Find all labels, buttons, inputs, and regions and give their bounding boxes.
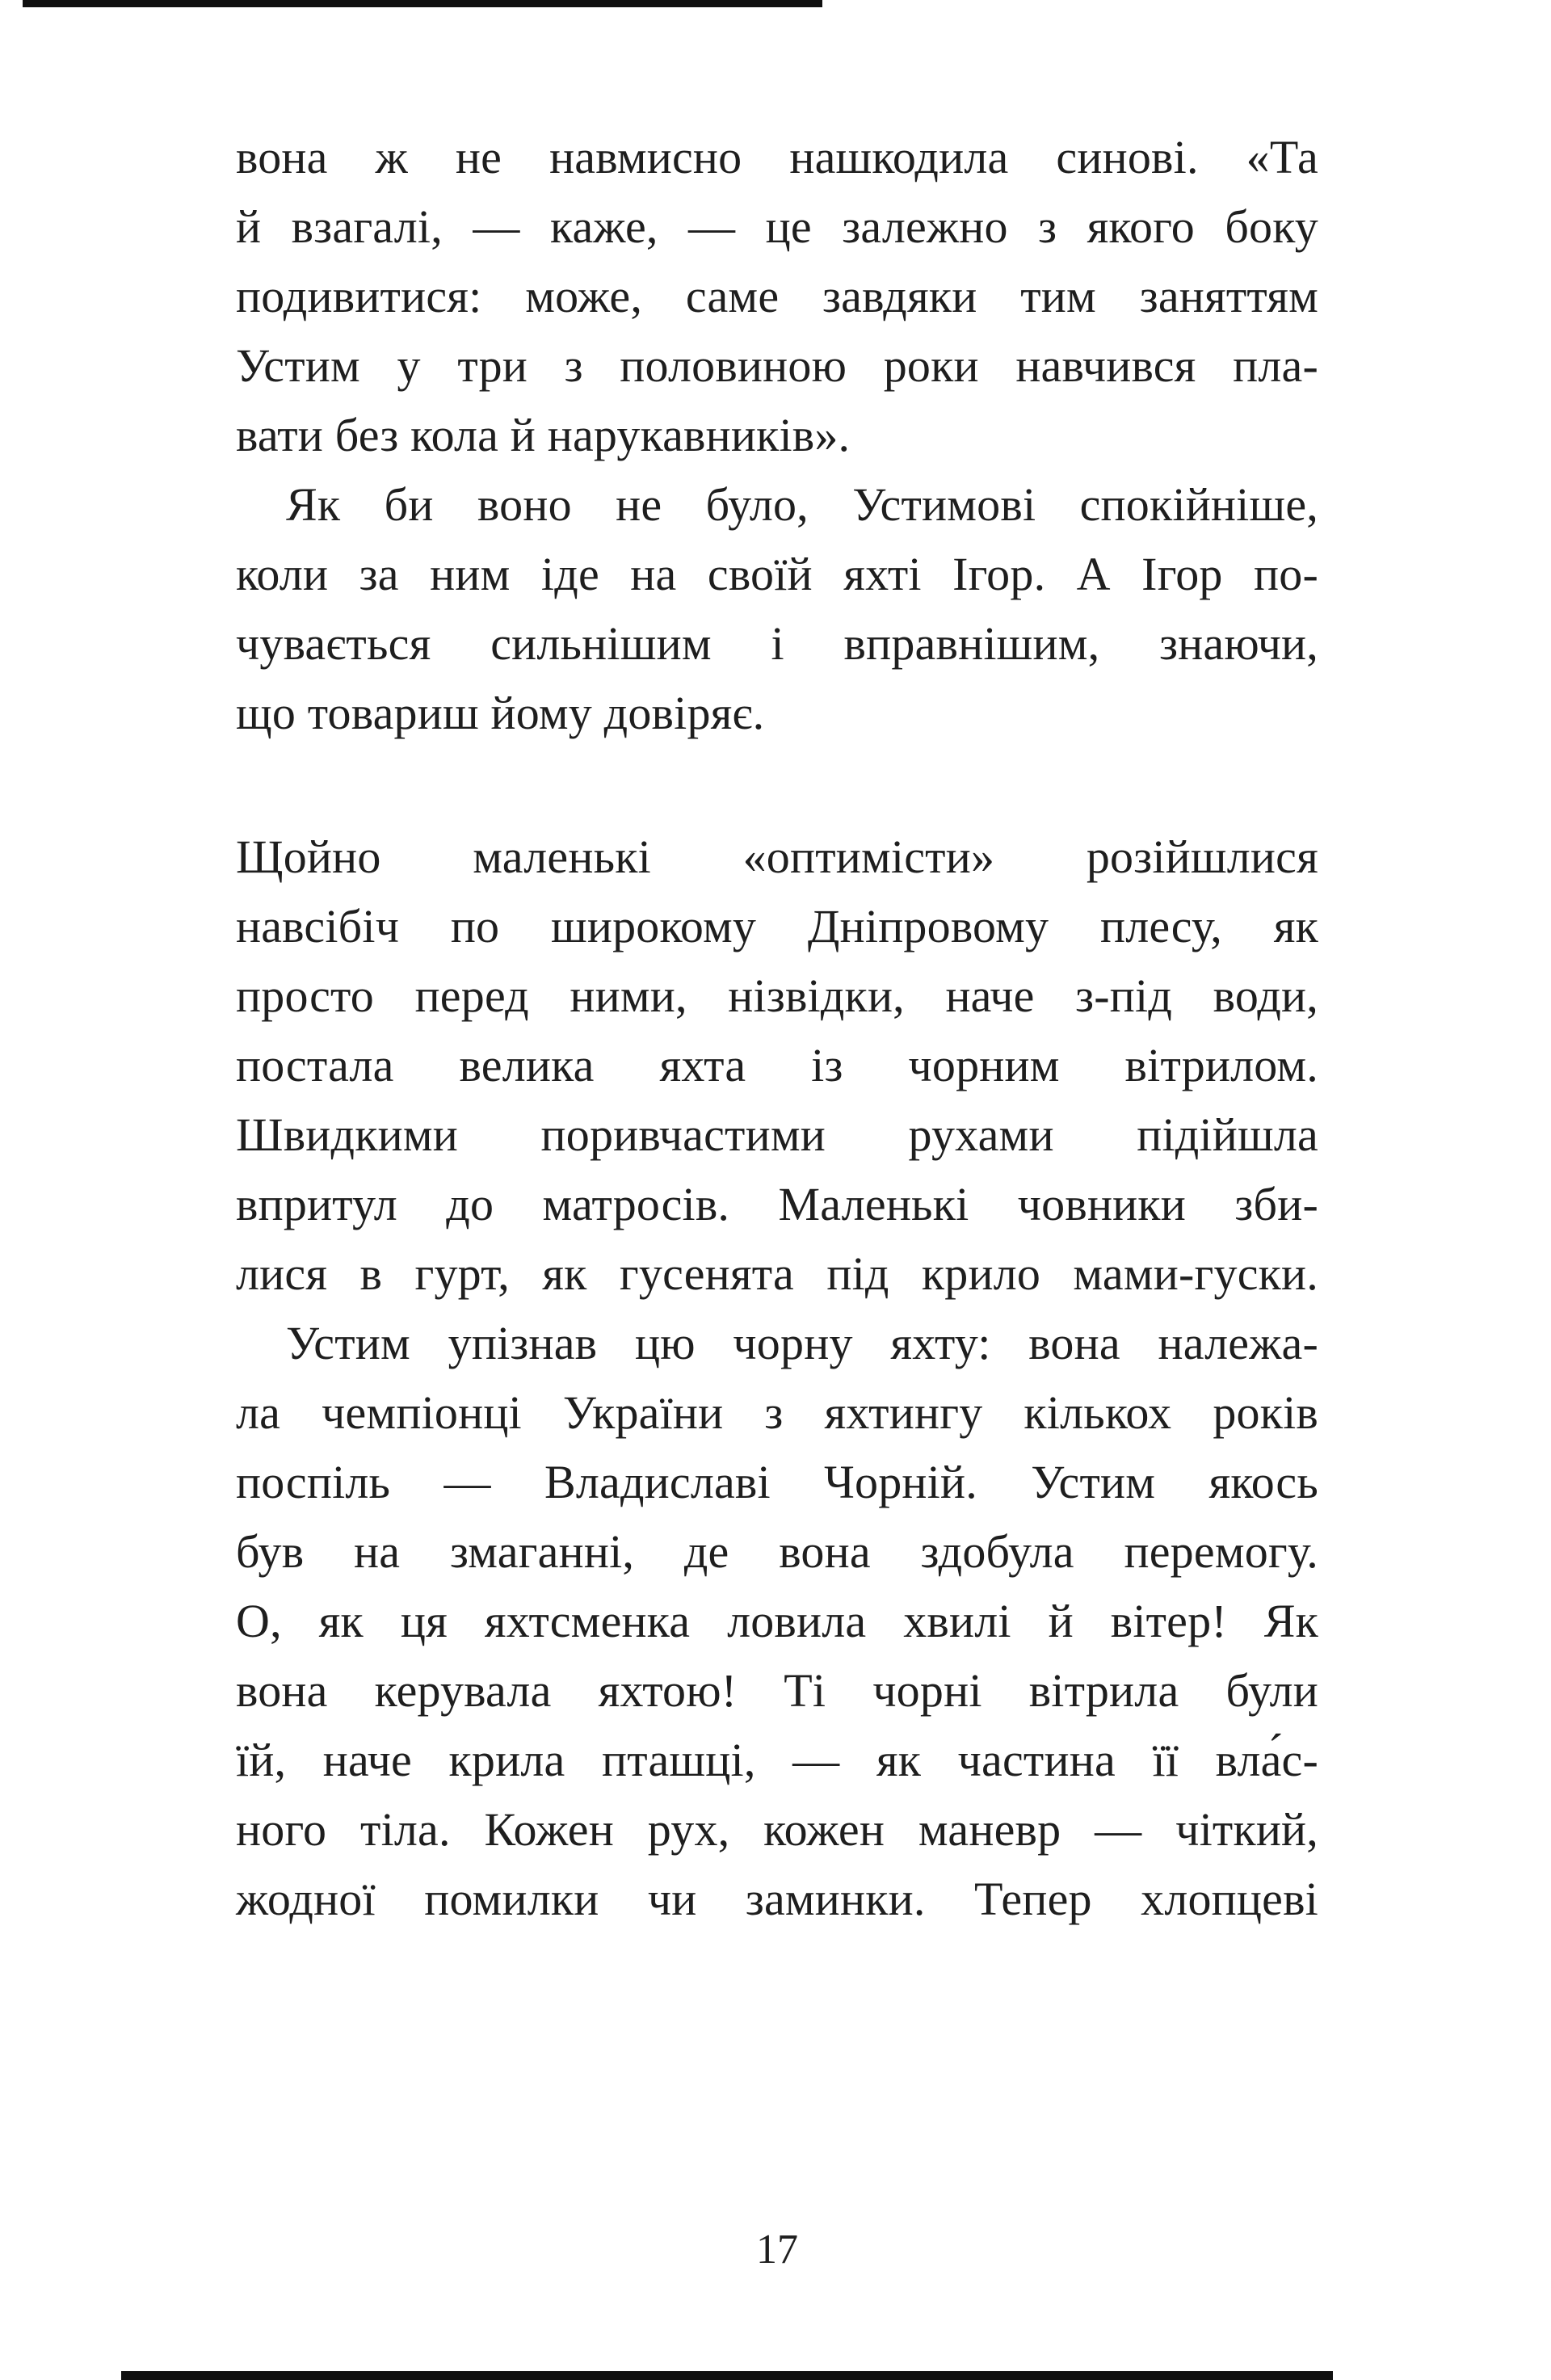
text-line: вона ж не навмисно нашкодила синові. «Та xyxy=(236,131,1318,183)
text-line: вати без кола й нарукавників». xyxy=(236,409,851,461)
scan-artifact-bottom xyxy=(121,2371,1333,2380)
text-line: лися в гурт, як гусенята під крило мами-гуски. xyxy=(236,1247,1318,1300)
text-line: Устим у три з половиною роки навчився пла- xyxy=(236,339,1318,392)
text-line: просто перед ними, нізвідки, наче з-під води, xyxy=(236,969,1318,1022)
page-text-block xyxy=(236,123,1318,1934)
text-line: ла чемпіонці України з яхтингу кількох років xyxy=(236,1386,1318,1439)
text-line: Швидкими поривчастими рухами підійшла xyxy=(236,1108,1318,1161)
text-line: що товариш йому довіряє. xyxy=(236,687,765,739)
text-line: ного тіла. Кожен рух, кожен маневр — чіткий, xyxy=(236,1803,1318,1856)
paragraph xyxy=(236,123,1318,470)
paragraph xyxy=(236,470,1318,748)
text-line: вона керувала яхтою! Ті чорні вітрила були xyxy=(236,1664,1318,1717)
text-line: був на змаганні, де вона здобула перемогу. xyxy=(236,1525,1318,1578)
text-line: поспіль — Владиславі Чорній. Устим якось xyxy=(236,1456,1318,1508)
text-line: чувається сильнішим і вправнішим, знаючи, xyxy=(236,617,1318,670)
text-line: Як би воно не було, Устимові спокійніше, xyxy=(286,478,1318,531)
paragraph xyxy=(236,1309,1318,1934)
page-number: 17 xyxy=(756,2227,798,2273)
text-line: навсібіч по широкому Дніпровому плесу, як xyxy=(236,900,1318,952)
text-line: впритул до матросів. Маленькі човники зби- xyxy=(236,1178,1318,1230)
paragraph xyxy=(236,822,1318,1309)
text-line: О, як ця яхтсменка ловила хвилі й вітер! Як xyxy=(236,1595,1318,1647)
text-line: Устим упізнав цю чорну яхту: вона належа- xyxy=(286,1317,1318,1369)
text-line: й взагалі, — каже, — це залежно з якого боку xyxy=(236,200,1318,253)
text-line: жодної помилки чи заминки. Тепер хлопцеві xyxy=(236,1873,1318,1925)
text-line: подивитися: може, саме завдяки тим заняттям xyxy=(236,270,1318,322)
text-line: Щойно маленькі «оптимісти» розійшлися xyxy=(236,830,1318,883)
text-line: їй, наче крила пташці, — як частина її вла́с- xyxy=(236,1734,1318,1786)
text-line: коли за ним іде на своїй яхті Ігор. А Ігор по- xyxy=(236,548,1318,600)
scan-artifact-top xyxy=(23,0,822,7)
text-line: постала велика яхта із чорним вітрилом. xyxy=(236,1039,1318,1091)
